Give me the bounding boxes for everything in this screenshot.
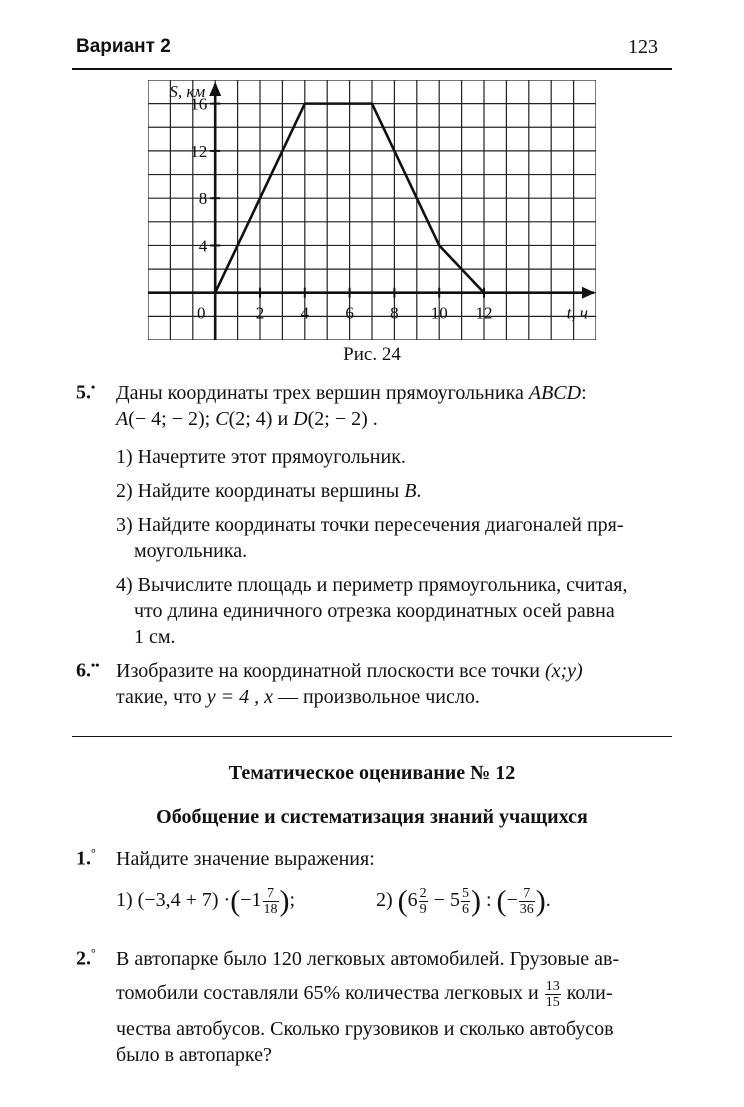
task-5-item-3: 3) Найдите координаты точки пересечения диагоналей пря- [116,514,624,536]
y-tick-label: 12 [190,141,208,161]
figure-caption: Рис. 24 [343,344,401,365]
x-tick-label: 4 [300,303,310,323]
y-axis-label: S, км [169,82,206,101]
task-5-item-3-cont: моугольника. [134,540,248,562]
section-divider [72,736,672,737]
task-6-number: 6.•• [76,658,100,682]
x-tick-label: 10 [430,303,448,323]
x-tick-label: 12 [475,303,493,323]
task-2-line-3: чества автобусов. Сколько грузовиков и сколько автобусов [116,1018,614,1040]
task-2-line-2: томобили составляли 65% количества легковых и $\frac{13}{15}$ коли- [116,978,613,1010]
task-1-text: Найдите значение выражения: [116,848,375,870]
task-5-item-4: 4) Вычислите площадь и периметр прямоугольника, считая, [116,574,628,596]
task-6-line-1: Изобразите на координатной плоскости все точки (x;y) [116,660,583,682]
task-2-line-4: было в автопарке? [116,1044,272,1066]
task-5-line-1: Даны координаты трех вершин прямоугольника ABCD: [116,382,587,404]
y-axis-arrow [209,82,221,96]
task-1-number: 1.° [76,846,96,870]
x-tick-label: 2 [255,303,265,323]
section-subtitle: Обобщение и систематизация знаний учащихся [156,806,588,828]
task-5-item-2: 2) Найдите координаты вершины B. [116,480,422,502]
task-2-line-1: В автопарке было 120 легковых автомобилей. Грузовые ав- [116,948,620,970]
x-tick-label: 6 [345,303,354,323]
task-6-line-2: такие, что y = 4 , x — произвольное число. [116,686,480,708]
task-1-expr-2: 2) (6 $\frac{2}{9}$ − 5 $\frac{5}{6}$ ) : (− $\frac{7}{36}$ ). [376,884,551,918]
x-tick-label: 8 [390,303,399,323]
task-5-item-4-cont-2: 1 см. [134,626,176,648]
task-1-expr-1: 1) (−3,4 + 7) ·(−1 $\frac{7}{18}$ ); [116,884,296,918]
task-5-number: 5.• [76,380,96,404]
task-5-item-1: 1) Начертите этот прямоугольник. [116,446,406,468]
distance-time-chart [148,80,596,340]
task-2-number: 2.° [76,946,96,970]
x-tick-label: 0 [196,303,206,323]
x-axis-label: t, ч [566,303,588,323]
page-number: 123 [628,36,658,58]
y-tick-label: 4 [198,236,208,256]
y-tick-label: 16 [190,94,208,114]
task-5-line-2: A(− 4; − 2); C(2; 4) и D(2; − 2) . [116,408,378,430]
header-rule [72,68,672,70]
section-title: Тематическое оценивание № 12 [228,762,516,784]
header-variant: Вариант 2 [76,36,171,57]
x-axis-arrow [582,287,595,299]
y-tick-label: 8 [198,189,208,209]
task-5-item-4-cont: что длина единичного отрезка координатных осей равна [134,600,615,622]
